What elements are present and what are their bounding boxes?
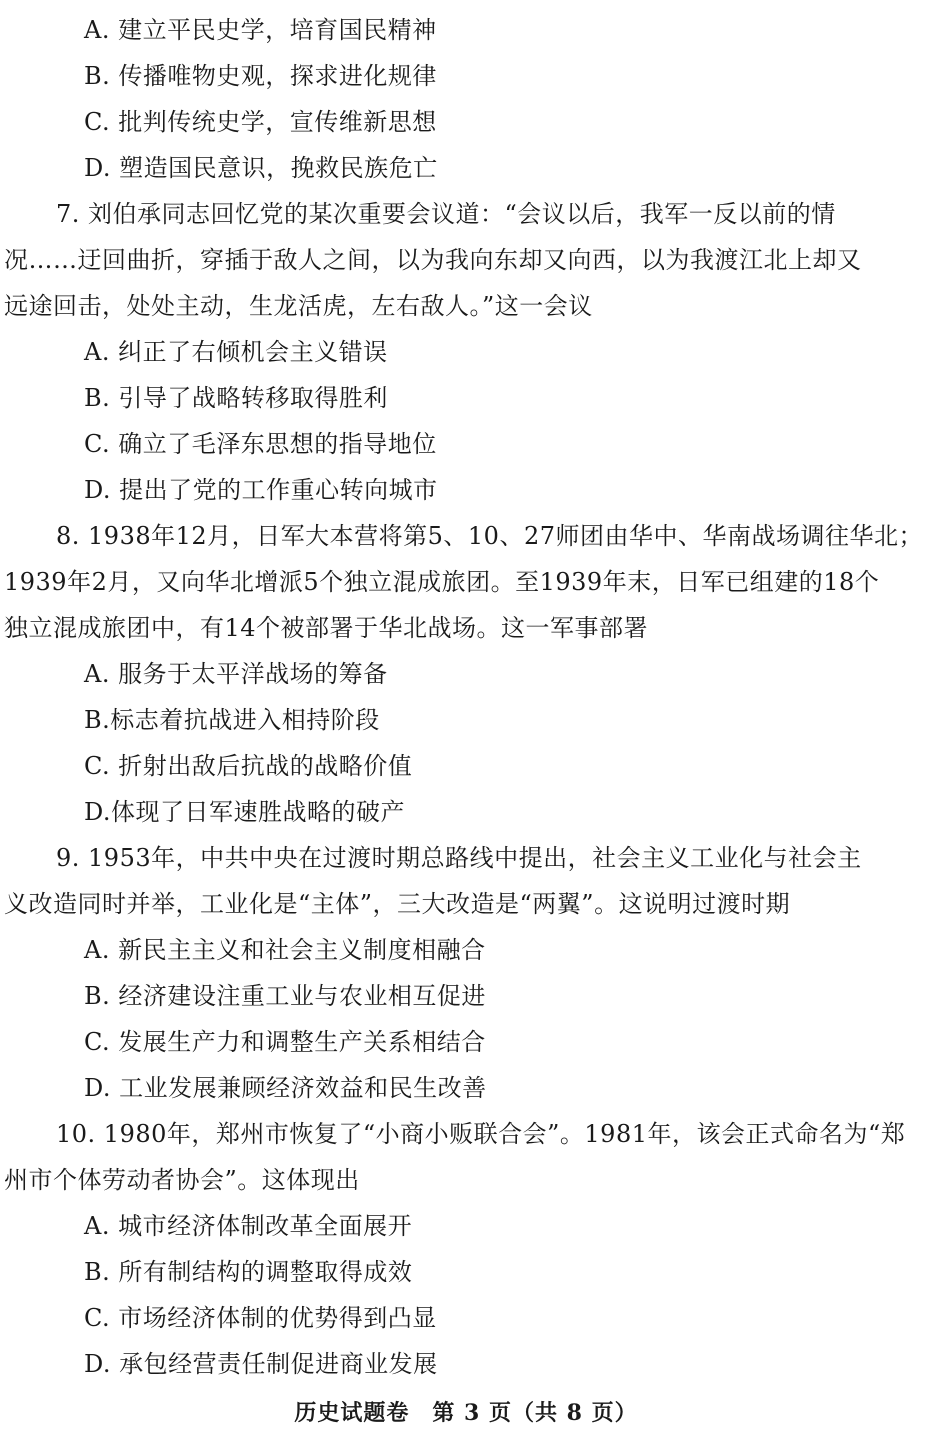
q9-option-d: D. 工业发展兼顾经济效益和民生改善 <box>84 1074 487 1102</box>
page-footer: 历史试题卷 第 3 页（共 8 页） <box>294 1400 638 1426</box>
q6-option-b: B. 传播唯物史观，探求进化规律 <box>84 62 437 90</box>
q7-stem-line-2: 况……迂回曲折，穿插于敌人之间，以为我向东却又向西，以为我渡江北上却又 <box>4 246 862 274</box>
q10-option-c: C. 市场经济体制的优势得到凸显 <box>84 1304 437 1332</box>
q10-option-d: D. 承包经营责任制促进商业发展 <box>84 1350 438 1378</box>
q8-stem-line-3: 独立混成旅团中，有14个被部署于华北战场。这一军事部署 <box>4 614 649 642</box>
q7-option-a: A. 纠正了右倾机会主义错误 <box>84 338 388 366</box>
q7-option-b: B. 引导了战略转移取得胜利 <box>84 384 388 412</box>
q6-option-c: C. 批判传统史学，宣传维新思想 <box>84 108 437 136</box>
q8-stem-line-1: 8. 1938年12月，日军大本营将第5、10、27师团由华中、华南战场调往华北； <box>56 522 923 550</box>
q9-option-a: A. 新民主主义和社会主义制度相融合 <box>84 936 486 964</box>
q9-stem-line-2: 义改造同时并举，工业化是“主体”，三大改造是“两翼”。这说明过渡时期 <box>4 890 791 918</box>
q6-option-a: A. 建立平民史学，培育国民精神 <box>84 16 437 44</box>
q9-option-c: C. 发展生产力和调整生产关系相结合 <box>84 1028 486 1056</box>
q10-option-b: B. 所有制结构的调整取得成效 <box>84 1258 413 1286</box>
q8-option-d: D.体现了日军速胜战略的破产 <box>84 798 406 826</box>
q10-stem-line-1: 10. 1980年，郑州市恢复了“小商小贩联合会”。1981年，该会正式命名为“郑 <box>56 1120 906 1148</box>
q9-option-b: B. 经济建设注重工业与农业相互促进 <box>84 982 486 1010</box>
q8-option-c: C. 折射出敌后抗战的战略价值 <box>84 752 413 780</box>
q10-option-a: A. 城市经济体制改革全面展开 <box>84 1212 413 1240</box>
q8-option-a: A. 服务于太平洋战场的筹备 <box>84 660 388 688</box>
q9-stem-line-1: 9. 1953年，中共中央在过渡时期总路线中提出，社会主义工业化与社会主 <box>56 844 862 872</box>
q6-option-d: D. 塑造国民意识，挽救民族危亡 <box>84 154 438 182</box>
q7-option-c: C. 确立了毛泽东思想的指导地位 <box>84 430 437 458</box>
q7-stem-line-3: 远途回击，处处主动，生龙活虎，左右敌人。”这一会议 <box>4 292 593 320</box>
q8-option-b: B.标志着抗战进入相持阶段 <box>84 706 380 734</box>
q8-stem-line-2: 1939年2月，又向华北增派5个独立混成旅团。至1939年末，日军已组建的18个 <box>4 568 880 596</box>
q10-stem-line-2: 州市个体劳动者协会”。这体现出 <box>4 1166 360 1194</box>
q7-option-d: D. 提出了党的工作重心转向城市 <box>84 476 438 504</box>
q7-stem-line-1: 7. 刘伯承同志回忆党的某次重要会议道：“会议以后，我军一反以前的情 <box>56 200 836 228</box>
